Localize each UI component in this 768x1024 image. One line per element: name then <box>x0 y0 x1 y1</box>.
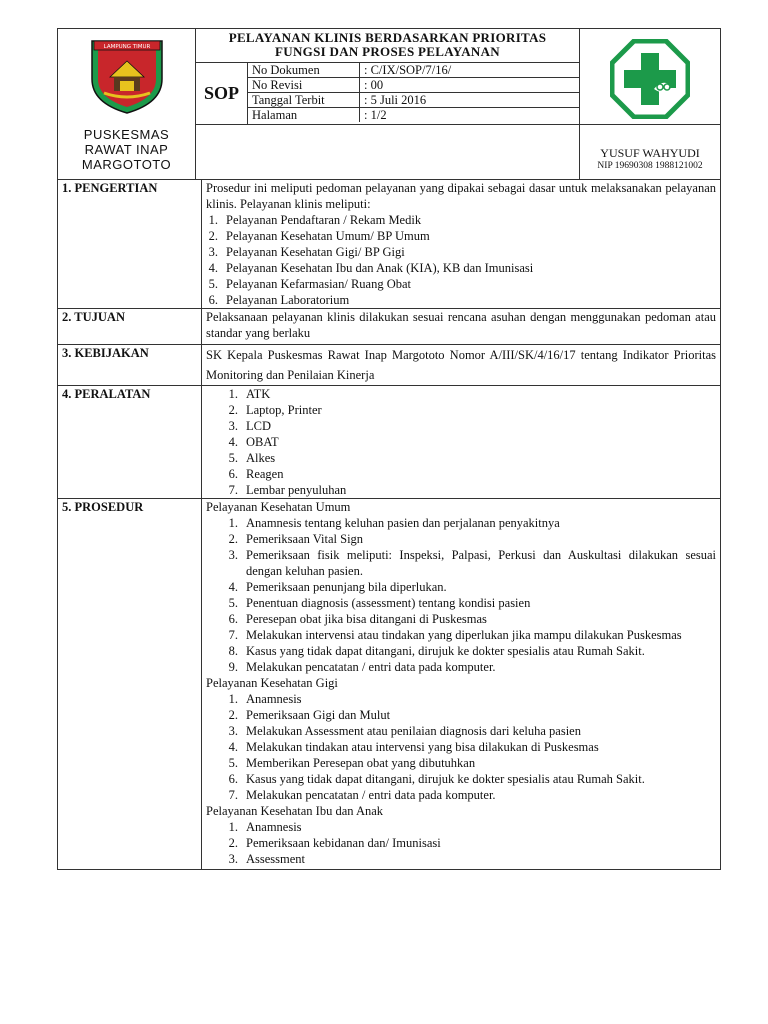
list-text: Assessment <box>246 852 306 866</box>
list-text: Laptop, Printer <box>246 403 322 417</box>
organization-cell <box>58 29 196 180</box>
kebijakan-text: SK Kepala Puskesmas Rawat Inap Margototo Nomor A/III/SK/4/16/17 tentang Indikator Prioritas Monitoring dan Penilaian Kinerja <box>202 345 721 386</box>
list-text: OBAT <box>246 435 279 449</box>
list-text: Pemeriksaan Vital Sign <box>246 532 364 546</box>
list-number: 1. <box>228 387 238 401</box>
meta-key: Halaman <box>248 108 360 123</box>
list-item <box>206 386 716 402</box>
list-number: 3. <box>228 724 238 738</box>
section-peralatan <box>58 386 721 499</box>
list-number: 4. <box>208 261 218 275</box>
list-text: Pelayanan Pendaftaran / Rekam Medik <box>226 213 422 227</box>
list-item <box>206 787 716 803</box>
list-number: 3. <box>228 852 238 866</box>
section-prosedur <box>58 499 721 870</box>
signer-name: YUSUF WAHYUDI <box>600 146 700 160</box>
list-item <box>206 482 716 498</box>
list-number: 6. <box>228 467 238 481</box>
list-item <box>206 292 716 308</box>
list-number: 6. <box>208 293 218 307</box>
section-label: 2. TUJUAN <box>58 309 202 345</box>
list-item <box>206 771 716 787</box>
list-item <box>206 402 716 418</box>
section-body <box>202 180 721 309</box>
list-text: Melakukan pencatatan / entri data pada komputer. <box>246 788 496 802</box>
section-tujuan <box>58 309 721 345</box>
list-item <box>206 627 716 643</box>
puskesmas-logo-cell <box>580 29 721 125</box>
list-item <box>206 515 716 531</box>
list-item <box>206 547 716 579</box>
list-text: ATK <box>246 387 271 401</box>
list-number: 3. <box>208 245 218 259</box>
list-text: Pemeriksaan fisik meliputi: Inspeksi, Palpasi, Perkusi dan Auskultasi dilakukan sesuai dengan keluhan pasien. <box>246 548 716 578</box>
list-item <box>206 579 716 595</box>
list-item <box>206 466 716 482</box>
procedure-steps <box>206 515 716 675</box>
pengertian-list <box>206 212 716 308</box>
list-item <box>206 434 716 450</box>
list-item <box>206 595 716 611</box>
org-name-line-2: RAWAT INAP <box>84 142 169 157</box>
org-name-line-1: PUSKESMAS <box>83 127 170 142</box>
list-text: Lembar penyuluhan <box>246 483 347 497</box>
list-number: 5. <box>228 596 238 610</box>
list-number: 5. <box>208 277 218 291</box>
list-number: 1. <box>228 516 238 530</box>
section-pengertian <box>58 180 721 309</box>
list-item <box>206 531 716 547</box>
list-text: Penentuan diagnosis (assessment) tentang kondisi pasien <box>246 596 531 610</box>
list-number: 4. <box>228 740 238 754</box>
list-text: Reagen <box>246 467 284 481</box>
list-item <box>206 723 716 739</box>
list-text: Alkes <box>246 451 276 465</box>
signer-nip: NIP 19690308 1988121002 <box>597 161 703 171</box>
signature-area <box>196 125 580 180</box>
list-item <box>206 739 716 755</box>
procedure-steps <box>206 819 716 867</box>
meta-value: : 00 <box>360 78 580 93</box>
list-number: 5. <box>228 756 238 770</box>
list-item <box>206 418 716 434</box>
sop-header-table <box>57 28 721 180</box>
section-label: 1. PENGERTIAN <box>58 180 202 309</box>
sop-document <box>57 28 720 870</box>
section-kebijakan <box>58 345 721 386</box>
list-number: 7. <box>228 628 238 642</box>
signer-cell <box>580 125 721 180</box>
list-item <box>206 707 716 723</box>
puskesmas-logo <box>580 29 720 124</box>
procedure-group-title: Pelayanan Kesehatan Umum <box>206 500 351 514</box>
meta-key: No Revisi <box>248 78 360 93</box>
section-body <box>202 386 721 499</box>
list-item <box>206 450 716 466</box>
list-number: 9. <box>228 660 238 674</box>
list-item <box>206 260 716 276</box>
list-number: 3. <box>228 419 238 433</box>
section-label: 5. PROSEDUR <box>58 499 202 870</box>
list-text: Memberikan Peresepan obat yang dibutuhkan <box>246 756 476 770</box>
title-line-1: PELAYANAN KLINIS BERDASARKAN PRIORITAS <box>228 30 547 45</box>
meta-value: : 5 Juli 2016 <box>360 93 580 108</box>
procedure-group-title: Pelayanan Kesehatan Gigi <box>206 676 338 690</box>
document-title <box>196 29 580 63</box>
list-number: 4. <box>228 435 238 449</box>
list-text: Anamnesis tentang keluhan pasien dan perjalanan penyakitnya <box>246 516 560 530</box>
list-item <box>206 851 716 867</box>
sop-body-table <box>57 179 721 870</box>
meta-key: Tanggal Terbit <box>248 93 360 108</box>
list-item <box>206 819 716 835</box>
list-text: Melakukan tindakan atau intervensi yang bisa dilakukan di Puskesmas <box>246 740 599 754</box>
list-text: Kasus yang tidak dapat ditangani, dirujuk ke dokter spesialis atau Rumah Sakit. <box>246 772 645 786</box>
list-text: Kasus yang tidak dapat ditangani, dirujuk ke dokter spesialis atau Rumah Sakit. <box>246 644 645 658</box>
tujuan-text: Pelaksanaan pelayanan klinis dilakukan sesuai rencana asuhan dengan menggunakan pedoman atau standar yang berlaku <box>202 309 721 345</box>
list-number: 3. <box>228 548 238 562</box>
list-number: 1. <box>228 820 238 834</box>
list-number: 4. <box>228 580 238 594</box>
organization-name <box>58 117 195 172</box>
list-text: Pelayanan Kesehatan Umum/ BP Umum <box>226 229 430 243</box>
org-name-line-3: MARGOTOTO <box>81 157 172 172</box>
regency-logo <box>58 29 195 117</box>
list-number: 2. <box>228 532 238 546</box>
meta-key: No Dokumen <box>248 63 360 78</box>
list-number: 1. <box>208 213 218 227</box>
prosedur-body <box>202 499 721 870</box>
meta-row <box>248 108 579 123</box>
list-text: Melakukan Assessment atau penilaian diagnosis dari keluha pasien <box>246 724 581 738</box>
procedure-steps <box>206 691 716 803</box>
list-number: 8. <box>228 644 238 658</box>
list-text: LCD <box>246 419 271 433</box>
section-label: 4. PERALATAN <box>58 386 202 499</box>
title-line-2: FUNGSI DAN PROSES PELAYANAN <box>275 44 500 59</box>
meta-value: : 1/2 <box>364 108 387 123</box>
meta-row <box>248 93 579 108</box>
procedure-group-title: Pelayanan Kesehatan Ibu dan Anak <box>206 804 384 818</box>
peralatan-list <box>206 386 716 498</box>
list-text: Melakukan pencatatan / entri data pada komputer. <box>246 660 496 674</box>
list-number: 7. <box>228 788 238 802</box>
pengertian-intro: Prosedur ini meliputi pedoman pelayanan yang dipakai sebagai dasar untuk melaksanakan pelayanan klinis. Pelayanan klinis meliputi: <box>206 181 716 211</box>
section-label: 3. KEBIJAKAN <box>58 345 202 386</box>
list-item <box>206 212 716 228</box>
list-number: 6. <box>228 772 238 786</box>
list-item <box>206 691 716 707</box>
list-number: 6. <box>228 612 238 626</box>
list-text: Pelayanan Kesehatan Ibu dan Anak (KIA), KB dan Imunisasi <box>226 261 534 275</box>
list-text: Melakukan intervensi atau tindakan yang diperlukan jika mampu dilakukan Puskesmas <box>246 628 682 642</box>
list-text: Pelayanan Kefarmasian/ Ruang Obat <box>226 277 412 291</box>
list-text: Pelayanan Kesehatan Gigi/ BP Gigi <box>226 245 405 259</box>
list-number: 1. <box>228 692 238 706</box>
meta-value: : C/IX/SOP/7/16/ <box>360 63 580 78</box>
list-number: 2. <box>228 836 238 850</box>
list-text: Anamnesis <box>246 820 302 834</box>
sop-label: SOP <box>196 63 248 125</box>
list-text: Peresepan obat jika bisa ditangani di Puskesmas <box>246 612 487 626</box>
meta-row <box>248 63 579 78</box>
meta-row <box>248 78 579 93</box>
list-item <box>206 755 716 771</box>
list-text: Pemeriksaan penunjang bila diperlukan. <box>246 580 447 594</box>
list-text: Pemeriksaan Gigi dan Mulut <box>246 708 391 722</box>
list-item <box>206 659 716 675</box>
list-text: Pelayanan Laboratorium <box>226 293 350 307</box>
list-number: 7. <box>228 483 238 497</box>
list-item <box>206 276 716 292</box>
list-number: 2. <box>228 403 238 417</box>
list-text: Pemeriksaan kebidanan dan/ Imunisasi <box>246 836 441 850</box>
logo-banner-text: LAMPUNG TIMUR <box>103 44 151 50</box>
list-item <box>206 643 716 659</box>
list-number: 5. <box>228 451 238 465</box>
list-number: 2. <box>208 229 218 243</box>
list-item <box>206 611 716 627</box>
document-meta <box>248 63 580 125</box>
list-text: Anamnesis <box>246 692 302 706</box>
list-item <box>206 228 716 244</box>
list-item <box>206 835 716 851</box>
list-item <box>206 244 716 260</box>
list-number: 2. <box>228 708 238 722</box>
